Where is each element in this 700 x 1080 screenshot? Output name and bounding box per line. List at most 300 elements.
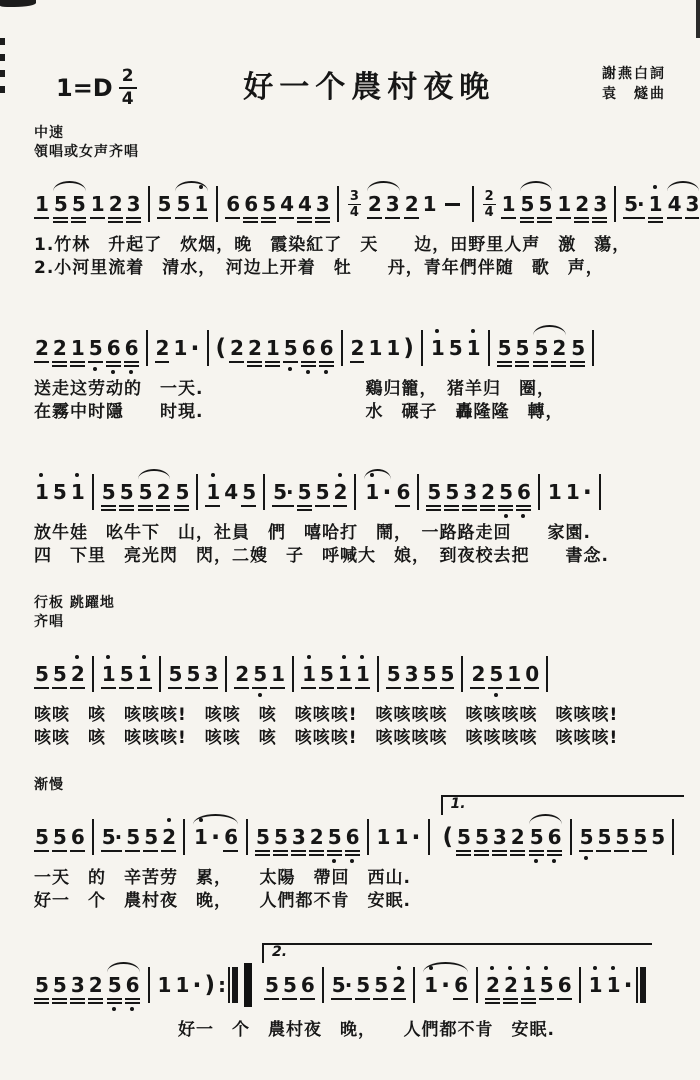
note-digit: 1	[430, 335, 444, 360]
note-digit: 1	[365, 479, 379, 504]
note-digit: 2	[404, 191, 418, 216]
note	[492, 826, 507, 849]
note-digit: 5	[242, 479, 256, 504]
note	[225, 193, 240, 216]
note-digit: 3	[685, 191, 699, 216]
octave-dot-above	[75, 473, 79, 477]
octave-dot-above	[611, 966, 615, 970]
note	[355, 974, 370, 997]
note	[515, 337, 530, 360]
barline	[367, 819, 369, 855]
note-digit: 2	[552, 335, 566, 360]
note-digit: 5	[119, 479, 133, 504]
note	[70, 974, 85, 997]
note	[588, 974, 603, 997]
note-digit: 5	[71, 191, 85, 216]
octave-dot-above	[490, 966, 494, 970]
octave-dot-below	[112, 1007, 116, 1011]
note-digit: 5	[539, 972, 553, 997]
note-digit: 1	[376, 824, 390, 849]
octave-dot-above	[342, 655, 346, 659]
note-digit: 5·	[273, 479, 293, 504]
note-digit: 5	[422, 661, 436, 686]
note	[70, 481, 85, 504]
slur	[366, 193, 401, 216]
note	[272, 481, 294, 504]
parenthesis: )	[204, 971, 216, 998]
note	[88, 974, 103, 997]
notes-line	[34, 306, 680, 378]
note-digit: 1	[175, 972, 189, 997]
note	[556, 193, 571, 216]
note	[574, 193, 589, 216]
barline	[488, 330, 490, 366]
notes-line	[34, 162, 699, 234]
barline	[292, 656, 294, 692]
key-signature	[56, 68, 137, 108]
music-system	[34, 306, 680, 424]
note-digit: 6	[396, 479, 410, 504]
note	[650, 826, 665, 849]
note	[273, 826, 288, 849]
barline	[476, 967, 478, 1003]
note	[297, 193, 312, 216]
note	[456, 826, 471, 849]
lyrics-line: 好一 个 農村夜 晚， 人們都不肯 安眠.	[34, 1020, 555, 1040]
note	[520, 193, 535, 216]
lyrics-line: 放牛娃 吆牛下 山，社員 們 嘻哈打 鬧， 一路路走回 家園.	[34, 523, 591, 543]
note	[632, 826, 647, 849]
octave-dot-below	[552, 859, 556, 863]
tempo-label: 渐慢	[34, 777, 64, 793]
note-digit: 5	[633, 824, 647, 849]
note-digit: 5	[457, 824, 470, 849]
lyrics-line: 一天 的 辛苦劳 累， 太陽 帶回 西山.	[34, 868, 411, 888]
note-digit: 2	[155, 335, 169, 360]
note	[301, 663, 316, 686]
note	[350, 337, 365, 360]
note	[297, 481, 312, 504]
note	[157, 193, 172, 216]
note	[315, 481, 330, 504]
note	[34, 193, 49, 216]
note-digit: 4	[667, 191, 681, 216]
parenthesis: )	[403, 334, 414, 361]
augmentation-dot: ·	[582, 478, 592, 506]
music-system	[34, 594, 680, 750]
lyrics-line: 1.竹林 升起了 炊烟，晚 霞染紅了 天 边，田野里人声 激 蕩，	[34, 235, 631, 255]
note	[70, 826, 85, 849]
note	[255, 826, 270, 849]
octave-dot-below	[332, 859, 336, 863]
note	[34, 337, 49, 360]
note-digit: 5	[534, 335, 548, 360]
note	[101, 481, 116, 504]
voice-label: 領唱或女声齐唱	[34, 144, 139, 160]
note-digit: 5	[315, 479, 329, 504]
note-digit: 6	[226, 191, 240, 216]
note	[161, 826, 176, 849]
notes-line	[34, 795, 680, 867]
note	[264, 974, 279, 997]
octave-dot-above	[593, 966, 597, 970]
barline	[207, 330, 209, 366]
note	[547, 481, 562, 504]
note-digit: 5	[265, 972, 278, 997]
augmentation-dot: ·	[440, 971, 451, 999]
final-barline-thin	[636, 967, 638, 1003]
note	[422, 193, 437, 216]
note-digit: 1	[422, 191, 436, 216]
note-digit: 5	[579, 824, 593, 849]
barline	[461, 656, 463, 692]
octave-dot-above	[526, 966, 530, 970]
note	[393, 826, 408, 849]
barline	[413, 967, 415, 1003]
note	[385, 337, 400, 360]
note	[423, 974, 438, 997]
note-digit: 5	[427, 479, 441, 504]
octave-dot-above	[429, 966, 433, 970]
note	[168, 663, 183, 686]
note-digit: 5	[283, 335, 297, 360]
note-digit: 5	[651, 824, 665, 849]
octave-dot-above	[653, 185, 657, 189]
note-digit: 5	[256, 824, 269, 849]
header	[0, 0, 700, 108]
inline-meter-numerator: 2	[484, 188, 494, 204]
note-digit: 5	[52, 972, 66, 997]
note-digit: 1	[355, 661, 369, 686]
final-barline	[636, 967, 646, 1003]
note-digit: 1	[547, 479, 561, 504]
octave-dot-below	[504, 514, 508, 518]
note-digit: 3	[126, 191, 140, 216]
key-text: 1=D	[56, 74, 113, 102]
note	[71, 193, 86, 216]
note	[539, 974, 554, 997]
note	[448, 337, 463, 360]
note-digit: 2	[510, 824, 524, 849]
octave-dot-below	[534, 859, 538, 863]
note-digit: 1	[35, 191, 48, 216]
note	[172, 337, 187, 360]
note	[88, 337, 103, 360]
lyrics-line: 好一 个 農村夜 晚， 人們都不肯 安眠.	[34, 891, 411, 911]
note-digit: 5	[138, 479, 152, 504]
note-digit: 1	[588, 972, 602, 997]
lyrics-line: 2.小河里流着 清水， 河边上开着 牡 丹，青年們伴随 歌 声，	[34, 258, 604, 278]
note	[185, 663, 200, 686]
note	[101, 826, 123, 849]
note	[404, 193, 419, 216]
octave-dot-above	[106, 655, 110, 659]
note	[521, 974, 536, 997]
note-digit: 1	[194, 824, 207, 849]
repeat-barline	[218, 967, 238, 1003]
note-digit: 5	[538, 191, 552, 216]
note-digit: 2	[309, 824, 323, 849]
note	[223, 481, 238, 504]
note-digit: 6	[454, 972, 468, 997]
octave-dot-above	[360, 655, 364, 659]
note-digit: 6	[300, 972, 314, 997]
music-system	[34, 776, 680, 913]
note-digit: 6	[70, 824, 84, 849]
note	[300, 974, 315, 997]
note-digit: 6	[244, 191, 258, 216]
note-digit: 5	[273, 824, 287, 849]
note-digit: 5·	[624, 191, 644, 216]
composer-credit: 袁 燧曲	[601, 86, 666, 102]
note	[52, 974, 67, 997]
note-digit: 6	[547, 824, 561, 849]
final-barline-thick	[640, 967, 646, 1003]
note-digit: 5	[499, 479, 512, 504]
note	[309, 826, 324, 849]
note	[156, 481, 171, 504]
octave-dot-above	[435, 329, 439, 333]
note-digit: 5	[474, 824, 488, 849]
note-digit: 2	[88, 972, 102, 997]
note-digit: 6	[319, 335, 333, 360]
note-digit: 1	[137, 661, 151, 686]
note	[430, 337, 445, 360]
note	[391, 974, 406, 997]
note-digit: 5	[520, 191, 534, 216]
note	[440, 663, 455, 686]
note-digit: 3	[70, 972, 84, 997]
note	[229, 337, 244, 360]
note	[537, 193, 552, 216]
note-digit: 2	[392, 972, 406, 997]
credits	[602, 64, 666, 104]
note	[319, 337, 334, 360]
slur	[192, 823, 239, 851]
note	[174, 974, 189, 997]
octave-dot-above	[544, 966, 548, 970]
barline	[225, 656, 227, 692]
barline	[159, 656, 161, 692]
note-digit: 1	[70, 335, 84, 360]
note-digit: 0	[525, 661, 539, 686]
note	[466, 337, 481, 360]
barline	[417, 474, 419, 510]
note	[579, 826, 594, 849]
note	[283, 337, 298, 360]
note	[205, 481, 220, 504]
note-digit: 2	[575, 191, 589, 216]
note	[90, 193, 105, 216]
note-digit: 3	[385, 191, 399, 216]
note-digit: 2	[367, 191, 381, 216]
note	[261, 193, 276, 216]
note-digit: 1	[521, 972, 535, 997]
note-digit: 5	[448, 335, 462, 360]
note	[53, 193, 68, 216]
note-digit: 5	[119, 661, 133, 686]
note	[106, 337, 121, 360]
barline	[592, 330, 594, 366]
barline	[570, 819, 572, 855]
note-digit: 5	[35, 972, 48, 997]
inline-time-signature	[483, 190, 496, 219]
note-digit: 5	[52, 479, 66, 504]
note-digit: 5	[107, 972, 121, 997]
octave-dot-above	[199, 818, 203, 822]
note-digit: 6	[557, 972, 571, 997]
note	[333, 481, 348, 504]
note	[223, 826, 238, 849]
note	[126, 193, 141, 216]
note-digit: 3	[593, 191, 607, 216]
note-digit: 5	[53, 191, 67, 216]
note	[52, 663, 67, 686]
notes-line	[34, 632, 680, 704]
note	[34, 481, 49, 504]
note-digit: 1	[206, 479, 220, 504]
note	[52, 481, 67, 504]
slur	[52, 193, 87, 216]
note	[143, 826, 158, 849]
note-digit: 5	[597, 824, 611, 849]
note	[596, 826, 611, 849]
note	[444, 481, 459, 504]
note	[364, 481, 379, 504]
note-digit: 2	[503, 972, 517, 997]
note	[345, 826, 360, 849]
note-digit: 6	[301, 335, 315, 360]
note	[175, 193, 190, 216]
note	[510, 826, 525, 849]
note-digit: 1	[507, 661, 521, 686]
lyrics-line: 四 下里 亮光閃 閃，二嫂 子 呼喊大 娘， 到夜校去把 書念.	[34, 546, 609, 566]
note	[137, 663, 152, 686]
note	[124, 337, 139, 360]
note-digit: 5	[35, 661, 48, 686]
note	[497, 337, 512, 360]
barline	[546, 656, 548, 692]
note-digit: 6	[125, 972, 139, 997]
note-digit: 2	[35, 335, 48, 360]
note	[516, 481, 531, 504]
octave-dot-below	[93, 367, 97, 371]
note-digit: 5	[319, 661, 333, 686]
note	[474, 826, 489, 849]
note-digit: 1	[70, 479, 84, 504]
note-digit: 5	[489, 661, 503, 686]
note-digit: 5	[615, 824, 629, 849]
volta-bracket	[264, 967, 646, 1003]
octave-dot-below	[324, 370, 328, 374]
note	[119, 481, 134, 504]
note-digit: 6	[124, 335, 138, 360]
barline	[341, 330, 343, 366]
note	[34, 663, 49, 686]
note	[157, 974, 172, 997]
barline	[614, 186, 616, 222]
note	[327, 826, 342, 849]
note	[52, 826, 67, 849]
octave-dot-below	[494, 693, 498, 697]
note-digit: 1	[194, 191, 208, 216]
note	[551, 337, 566, 360]
note-digit: 5·	[331, 972, 352, 997]
note	[606, 974, 621, 997]
note	[243, 193, 258, 216]
slur	[519, 193, 554, 216]
barline	[322, 967, 324, 1003]
barline	[146, 330, 148, 366]
note-digit: 3	[204, 661, 218, 686]
note	[623, 193, 645, 216]
note-digit: 2	[471, 661, 485, 686]
note-digit: 5	[52, 824, 66, 849]
note-digit: 5	[52, 661, 66, 686]
barline	[672, 819, 674, 855]
note	[570, 337, 585, 360]
parenthesis: (	[215, 334, 227, 361]
volta-bracket	[443, 819, 679, 855]
note-digit: 5	[374, 972, 388, 997]
note-digit: 2	[70, 661, 84, 686]
note	[529, 826, 544, 849]
note-digit: 5	[101, 479, 115, 504]
octave-dot-above	[397, 966, 401, 970]
note	[367, 337, 382, 360]
note	[462, 481, 477, 504]
note	[34, 974, 49, 997]
note	[533, 337, 548, 360]
augmentation-dot: ·	[210, 823, 221, 851]
lyrics-line: 在霧中时隱 时現. 水 碾子 轟隆隆 轉，	[34, 402, 564, 422]
note-digit: 5	[176, 191, 190, 216]
note	[592, 193, 607, 216]
octave-dot-above	[211, 473, 215, 477]
note	[108, 193, 123, 216]
note-digit: 1	[302, 661, 315, 686]
note	[138, 481, 153, 504]
inline-time-signature	[348, 190, 361, 219]
note	[426, 481, 441, 504]
note-digit: 3	[291, 824, 305, 849]
note-digit: 3	[492, 824, 506, 849]
octave-dot-above	[75, 655, 79, 659]
note-digit: 1	[386, 335, 400, 360]
note-digit: 4	[224, 479, 238, 504]
note	[70, 337, 85, 360]
repeat-thin	[228, 967, 230, 1003]
lyrics-line: 咳咳 咳 咳咳咳! 咳咳 咳 咳咳咳! 咳咳咳咳 咳咳咳咳 咳咳咳!	[34, 728, 619, 748]
note-digit: 3	[404, 661, 418, 686]
note-digit: 1	[271, 661, 285, 686]
octave-dot-below	[130, 1007, 134, 1011]
note-digit: 5	[282, 972, 296, 997]
note-digit: 2	[162, 824, 176, 849]
time-signature	[119, 68, 137, 108]
tempo-label: 行板 跳躍地	[34, 595, 115, 611]
note-digit: 5	[88, 335, 102, 360]
lyricist-credit: 謝燕白詞	[601, 66, 666, 82]
octave-dot-above	[142, 655, 146, 659]
note	[506, 663, 521, 686]
octave-dot-below	[111, 370, 115, 374]
note-digit: 2	[350, 335, 364, 360]
note-digit: 1	[173, 335, 187, 360]
note	[279, 193, 294, 216]
note-digit: 4	[297, 191, 311, 216]
note	[265, 337, 280, 360]
